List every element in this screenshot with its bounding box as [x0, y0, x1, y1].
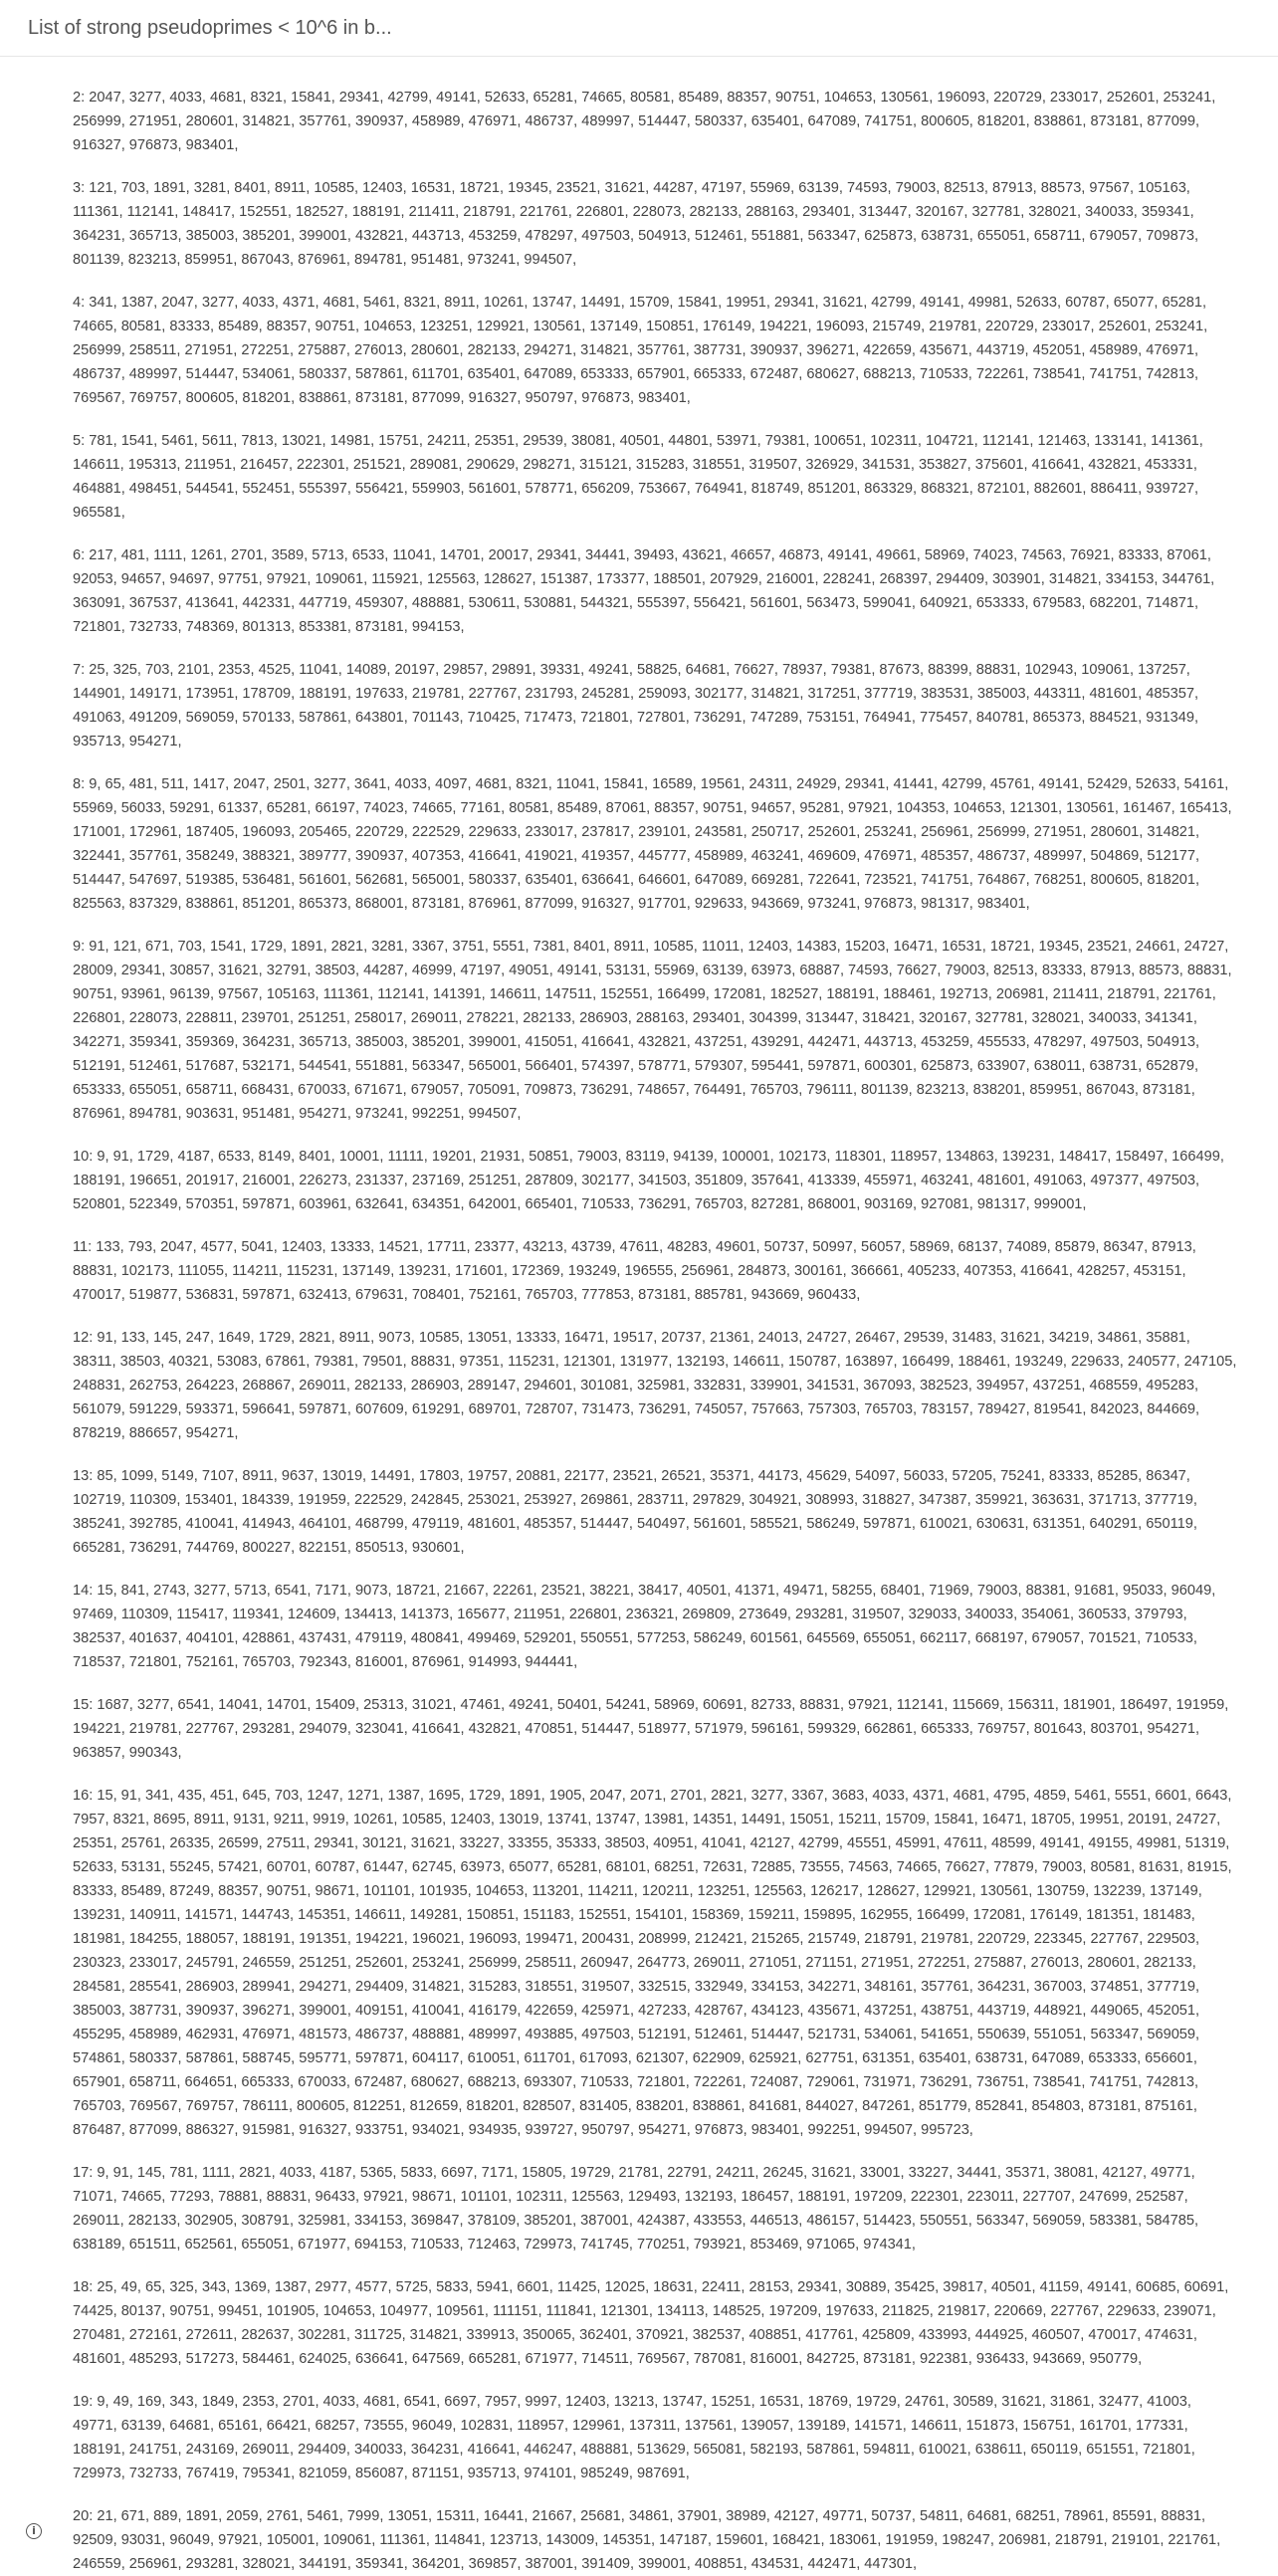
- separator: :: [89, 1583, 98, 1599]
- base-label: 9: [73, 939, 82, 955]
- base-entry: [73, 772, 1237, 916]
- separator: :: [81, 776, 90, 792]
- base-entry: [73, 86, 1237, 157]
- base-entry: [73, 291, 1237, 410]
- base-label: 6: [73, 547, 82, 563]
- base-label: 12: [73, 1330, 90, 1346]
- base-entry: [73, 429, 1237, 525]
- base-entry: [73, 1326, 1237, 1445]
- base-entry: [73, 1464, 1237, 1560]
- pseudoprime-values: 91, 121, 671, 703, 1541, 1729, 1891, 2821, 3281, 3367, 3751, 5551, 7381, 8401, 8911, 10585, 11011, 12403, 14383, 15203, 16471, 16531, 18721, 19345, 23521, 24661, 24727, 28009, 29341, 30857, 31621, 32791, 38503, 44287, 46999, 47197, 49051, 49141, 53131, 55969, 63139, 63973, 68887, 74593, 76627, 79003, 82513, 83333, 87913, 88573, 88831, 90751, 93961, 96139, 97567, 105163, 111361, 112141, 141391, 146611, 147511, 152551, 166499, 172081, 182527, 188191, 188461, 192713, 206981, 211411, 218791, 221761, 226801, 228073, 228811, 239701, 251251, 258017, 269011, 278221, 282133, 286903, 288163, 293401, 304399, 313447, 318421, 320167, 327781, 328021, 340033, 341341, 342271, 359341, 359369, 364231, 365713, 385003, 385201, 399001, 415051, 416641, 432821, 437251, 439291, 442471, 443713, 453259, 455533, 478297, 497503, 504913, 512191, 512461, 517687, 532171, 544541, 551881, 563347, 565001, 566401, 574397, 578771, 579307, 595441, 597871, 600301, 625873, 633907, 638011, 638731, 652879, 653333, 655051, 658711, 668431, 670033, 671671, 679057, 705091, 709873, 736291, 748657, 764491, 765703, 796111, 801139, 823213, 838201, 859951, 867043, 873181, 876961, 894781, 903631, 951481, 954271, 973241, 992251, 994507,: [73, 939, 1232, 1122]
- base-entry: [73, 176, 1237, 272]
- base-entry: [73, 1235, 1237, 1307]
- base-label: 18: [73, 2279, 90, 2295]
- pseudoprime-values: 21, 671, 889, 1891, 2059, 2761, 5461, 7999, 13051, 15311, 16441, 21667, 25681, 34861, 37901, 38989, 42127, 49771, 50737, 54811, 64681, 68251, 78961, 85591, 88831, 92509, 93031, 96049, 97921, 105001, 109061, 111361, 114841, 123713, 143009, 145351, 147187, 159601, 168421, 183061, 191959, 198247, 206981, 218791, 219101, 221761, 246559, 256961, 293281, 328021, 344191, 359341, 364201, 369857, 387001, 391409, 399001, 408851, 434531, 442471, 447301,: [73, 2508, 1221, 2572]
- separator: :: [81, 180, 90, 196]
- pseudoprime-values: 25, 325, 703, 2101, 2353, 4525, 11041, 14089, 20197, 29857, 29891, 39331, 49241, 58825, 64681, 76627, 78937, 79381, 87673, 88399, 88831, 102943, 109061, 137257, 144901, 149171, 173951, 178709, 188191, 197633, 219781, 227767, 231793, 245281, 259093, 302177, 314821, 317251, 377719, 383531, 385003, 443311, 481601, 485357, 491063, 491209, 569059, 570133, 587861, 643801, 701143, 710425, 717473, 721801, 727801, 736291, 747289, 753151, 764941, 775457, 840781, 865373, 884521, 931349, 935713, 954271,: [73, 662, 1199, 750]
- separator: :: [81, 939, 90, 955]
- base-label: 4: [73, 295, 82, 311]
- base-entry: [73, 658, 1237, 753]
- base-entry: [73, 1145, 1237, 1216]
- pseudoprime-values: 9, 65, 481, 511, 1417, 2047, 2501, 3277, 3641, 4033, 4097, 4681, 8321, 11041, 15841, 16589, 19561, 24311, 24929, 29341, 41441, 42799, 45761, 49141, 52429, 52633, 54161, 55969, 56033, 59291, 61337, 65281, 66197, 74023, 74665, 77161, 80581, 85489, 87061, 88357, 90751, 94657, 95281, 97921, 104353, 104653, 121301, 130561, 161467, 165413, 171001, 172961, 187405, 196093, 205465, 220729, 222529, 229633, 233017, 237817, 239101, 243581, 250717, 252601, 253241, 256961, 256999, 271951, 280601, 314821, 322441, 357761, 358249, 388321, 389777, 390937, 407353, 416641, 419021, 419357, 445777, 458989, 463241, 469609, 476971, 485357, 486737, 489997, 504869, 512177, 514447, 547697, 519385, 536481, 561601, 562681, 565001, 580337, 635401, 636641, 646601, 647089, 669281, 722641, 723521, 741751, 764867, 768251, 800605, 818201, 825563, 837329, 838861, 851201, 865373, 868001, 873181, 876961, 877099, 916327, 917701, 929633, 943669, 973241, 976873, 981317, 983401,: [73, 776, 1232, 912]
- base-label: 13: [73, 1468, 90, 1484]
- base-label: 17: [73, 2165, 90, 2181]
- separator: :: [89, 1330, 98, 1346]
- pseudoprime-values: 133, 793, 2047, 4577, 5041, 12403, 13333, 14521, 17711, 23377, 43213, 43739, 47611, 48283, 49601, 50737, 50997, 56057, 58969, 68137, 74089, 85879, 86347, 87913, 88831, 102173, 111055, 114211, 115231, 137149, 139231, 171601, 172369, 193249, 196555, 256961, 284873, 300161, 366661, 405233, 407353, 416641, 428257, 453151, 470017, 519877, 536831, 597871, 632413, 679631, 708401, 752161, 765703, 777853, 873181, 885781, 943669, 960433,: [73, 1239, 1196, 1303]
- pseudoprime-values: 217, 481, 1111, 1261, 2701, 3589, 5713, 6533, 11041, 14701, 20017, 29341, 34441, 39493, 43621, 46657, 46873, 49141, 49661, 58969, 74023, 74563, 76921, 83333, 87061, 92053, 94657, 94697, 97751, 97921, 109061, 115921, 125563, 128627, 151387, 173377, 188501, 207929, 216001, 228241, 268397, 294409, 303901, 314821, 334153, 344761, 363091, 367537, 413641, 442331, 447719, 459307, 488881, 530611, 530881, 544321, 555397, 556421, 561601, 563473, 599041, 640921, 653333, 679583, 682201, 714871, 721801, 732733, 748369, 801313, 853381, 873181, 994153,: [73, 547, 1215, 635]
- base-label: 10: [73, 1149, 90, 1165]
- pseudoprime-values: 91, 133, 145, 247, 1649, 1729, 2821, 8911, 9073, 10585, 13051, 13333, 16471, 19517, 20737, 21361, 24013, 24727, 26467, 29539, 31483, 31621, 34219, 34861, 35881, 38311, 38503, 40321, 53083, 67861, 79381, 79501, 88831, 97351, 115231, 121301, 131977, 132193, 146611, 150787, 163897, 166499, 188461, 193249, 229633, 240577, 247105, 248831, 262753, 264223, 268867, 269011, 282133, 286903, 289147, 294601, 301081, 325981, 332831, 339901, 341531, 367093, 382523, 394957, 437251, 468559, 495283, 561079, 591229, 593371, 596641, 597871, 607609, 619291, 689701, 728707, 731473, 736291, 745057, 757663, 757303, 765703, 783157, 789427, 819541, 842023, 844669, 878219, 886657, 954271,: [73, 1330, 1237, 1441]
- base-entry: [73, 2275, 1237, 2371]
- pseudoprime-values: 2047, 3277, 4033, 4681, 8321, 15841, 29341, 42799, 49141, 52633, 65281, 74665, 80581, 85489, 88357, 90751, 104653, 130561, 196093, 220729, 233017, 252601, 253241, 256999, 271951, 280601, 314821, 357761, 390937, 458989, 476971, 486737, 489997, 514447, 580337, 635401, 647089, 741751, 800605, 818201, 838861, 873181, 877099, 916327, 976873, 983401,: [73, 90, 1216, 153]
- separator: :: [81, 547, 90, 563]
- header-bar: [0, 0, 1278, 57]
- base-entry: [73, 1579, 1237, 1674]
- pseudoprime-values: 85, 1099, 5149, 7107, 8911, 9637, 13019, 14491, 17803, 19757, 20881, 22177, 23521, 26521, 35371, 44173, 45629, 54097, 56033, 57205, 75241, 83333, 85285, 86347, 102719, 110309, 153401, 184339, 191959, 222529, 242845, 253021, 253927, 269861, 283711, 297829, 304921, 308993, 318827, 347387, 359921, 363631, 371713, 377719, 385241, 392785, 410041, 414943, 464101, 468799, 479119, 481601, 485357, 514447, 540497, 561601, 585521, 586249, 597871, 610021, 630631, 631351, 640291, 650119, 665281, 736291, 744769, 800227, 822151, 850513, 930601,: [73, 1468, 1197, 1556]
- base-label: 8: [73, 776, 82, 792]
- separator: :: [89, 1788, 98, 1804]
- separator: :: [89, 1697, 98, 1713]
- pseudoprime-values: 121, 703, 1891, 3281, 8401, 8911, 10585, 12403, 16531, 18721, 19345, 23521, 31621, 44287, 47197, 55969, 63139, 74593, 79003, 82513, 87913, 88573, 97567, 105163, 111361, 112141, 148417, 152551, 182527, 188191, 211411, 218791, 221761, 226801, 228073, 282133, 288163, 293401, 313447, 320167, 327781, 328021, 340033, 359341, 364231, 365713, 385003, 385201, 399001, 432821, 443713, 453259, 478297, 497503, 504913, 512461, 551881, 563347, 625873, 638731, 655051, 658711, 679057, 709873, 801139, 823213, 859951, 867043, 876961, 894781, 951481, 973241, 994507,: [73, 180, 1199, 268]
- pseudoprime-values: 25, 49, 65, 325, 343, 1369, 1387, 2977, 4577, 5725, 5833, 5941, 6601, 11425, 12025, 18631, 22411, 28153, 29341, 30889, 35425, 39817, 40501, 41159, 49141, 60685, 60691, 74425, 80137, 90751, 99451, 101905, 104653, 104977, 109561, 111151, 111841, 121301, 134113, 148525, 197209, 197633, 211825, 219817, 220669, 227767, 229633, 239071, 270481, 272161, 272611, 282637, 302281, 311725, 314821, 339913, 350065, 362401, 370921, 382537, 408851, 417761, 425809, 433993, 444925, 460507, 470017, 474631, 481601, 485293, 517273, 584461, 624025, 636641, 647569, 665281, 671977, 714511, 769567, 787081, 816001, 842725, 873181, 922381, 936433, 943669, 950779,: [73, 2279, 1229, 2367]
- base-entry: [73, 2161, 1237, 2256]
- pseudoprime-values: 9, 49, 169, 343, 1849, 2353, 2701, 4033, 4681, 6541, 6697, 7957, 9997, 12403, 13213, 13747, 15251, 16531, 18769, 19729, 24761, 30589, 31621, 31861, 32477, 41003, 49771, 63139, 64681, 65161, 66421, 68257, 73555, 96049, 102831, 118957, 129961, 137311, 137561, 139057, 139189, 141571, 146611, 151873, 156751, 161701, 177331, 188191, 241751, 243169, 269011, 294409, 340033, 364231, 416641, 446247, 488881, 513629, 565081, 582193, 587861, 594811, 610021, 638611, 650119, 651551, 721801, 729973, 732733, 767419, 795341, 821059, 856087, 871151, 935713, 974101, 985249, 987691,: [73, 2394, 1195, 2481]
- pseudoprime-values: 15, 841, 2743, 3277, 5713, 6541, 7171, 9073, 18721, 21667, 22261, 23521, 38221, 38417, 40501, 41371, 49471, 58255, 68401, 71969, 79003, 88381, 91681, 95033, 96049, 97469, 110309, 115417, 119341, 124609, 134413, 141373, 165677, 211951, 226801, 236321, 269809, 273649, 293281, 319507, 329033, 340033, 354061, 360533, 379793, 382537, 401637, 404101, 428861, 437431, 479119, 480841, 499469, 529201, 550551, 577253, 586249, 601561, 645569, 655051, 662117, 668197, 679057, 701521, 710533, 718537, 721801, 752161, 765703, 792343, 816001, 876961, 914993, 944441,: [73, 1583, 1216, 1670]
- pseudoprime-values: 1687, 3277, 6541, 14041, 14701, 15409, 25313, 31021, 47461, 49241, 50401, 54241, 58969, 60691, 82733, 88831, 97921, 112141, 115669, 156311, 181901, 186497, 191959, 194221, 219781, 227767, 293281, 294079, 323041, 416641, 432821, 470851, 514447, 518977, 571979, 596161, 599329, 662861, 665333, 769757, 801643, 803701, 954271, 963857, 990343,: [73, 1697, 1229, 1761]
- separator: :: [89, 1149, 98, 1165]
- base-label: 11: [73, 1239, 89, 1255]
- base-entry: [73, 1784, 1237, 2142]
- base-entry: [73, 2390, 1237, 2485]
- base-label: 3: [73, 180, 82, 196]
- page-title: List of strong pseudoprimes < 10^6 in b...: [28, 16, 392, 39]
- separator: :: [81, 662, 90, 678]
- base-label: 2: [73, 90, 82, 106]
- pseudoprime-values: 9, 91, 145, 781, 1111, 2821, 4033, 4187, 5365, 5833, 6697, 7171, 15805, 19729, 21781, 22791, 24211, 26245, 31621, 33001, 33227, 34441, 35371, 38081, 42127, 49771, 71071, 74665, 77293, 78881, 88831, 96433, 97921, 98671, 101101, 102311, 125563, 129493, 132193, 186457, 188191, 197209, 222301, 223011, 227707, 247699, 252587, 269011, 282133, 302905, 308791, 325981, 334153, 369847, 378109, 385201, 387001, 424387, 433553, 446513, 486157, 514423, 550551, 563347, 569059, 583381, 584785, 638189, 651511, 652561, 655051, 671977, 694153, 710533, 712463, 729973, 741745, 770251, 793921, 853469, 971065, 974341,: [73, 2165, 1199, 2253]
- base-label: 7: [73, 662, 82, 678]
- separator: :: [89, 2279, 98, 2295]
- base-entry: [73, 543, 1237, 639]
- base-label: 14: [73, 1583, 90, 1599]
- separator: :: [89, 2508, 98, 2524]
- base-label: 20: [73, 2508, 90, 2524]
- pseudoprime-list: [73, 86, 1237, 2572]
- separator: :: [89, 1468, 98, 1484]
- separator: :: [81, 433, 90, 449]
- base-label: 15: [73, 1697, 90, 1713]
- pseudoprime-values: 781, 1541, 5461, 5611, 7813, 13021, 14981, 15751, 24211, 25351, 29539, 38081, 40501, 44801, 53971, 79381, 100651, 102311, 104721, 112141, 121463, 133141, 141361, 146611, 195313, 211951, 216457, 222301, 251521, 289081, 290629, 298271, 315121, 315283, 318551, 319507, 326929, 341531, 353827, 375601, 416641, 432821, 453331, 464881, 498451, 544541, 552451, 555397, 556421, 559903, 561601, 578771, 656209, 753667, 764941, 818749, 851201, 863329, 868321, 872101, 882601, 886411, 939727, 965581,: [73, 433, 1203, 521]
- base-label: 5: [73, 433, 82, 449]
- base-label: 16: [73, 1788, 90, 1804]
- separator: :: [88, 1239, 97, 1255]
- pseudoprime-values: 15, 91, 341, 435, 451, 645, 703, 1247, 1271, 1387, 1695, 1729, 1891, 1905, 2047, 2071, 2701, 2821, 3277, 3367, 3683, 4033, 4371, 4681, 4795, 4859, 5461, 5551, 6601, 6643, 7957, 8321, 8695, 8911, 9131, 9211, 9919, 10261, 10585, 12403, 13019, 13741, 13747, 13981, 14351, 14491, 15051, 15211, 15709, 15841, 16471, 18705, 19951, 20191, 24727, 25351, 25761, 26335, 26599, 27511, 29341, 30121, 31621, 33227, 33355, 35333, 38503, 40951, 41041, 42127, 42799, 45551, 45991, 47611, 48599, 49141, 49155, 49981, 51319, 52633, 53131, 55245, 57421, 60701, 60787, 61447, 62745, 63973, 65077, 65281, 68101, 68251, 72631, 72885, 73555, 74563, 74665, 76627, 77879, 79003, 80581, 81631, 81915, 83333, 85489, 87249, 88357, 90751, 98671, 101101, 101935, 104653, 113201, 114211, 120211, 123251, 125563, 126217, 128627, 129921, 130561, 130759, 132239, 137149, 139231, 140911, 141571, 144743, 145351, 146611, 149281, 150851, 151183, 152551, 154101, 158369, 159211, 159895, 162955, 166499, 172081, 176149, 181351, 181483, 181981, 184255, 188057, 188191, 191351, 194221, 196021, 196093, 199471, 200431, 208999, 212421, 215265, 215749, 218791, 219781, 220729, 223345, 227767, 229503, 230323, 233017, 245791, 246559, 251251, 252601, 253241, 256999, 258511, 260947, 264773, 269011, 271051, 271151, 271951, 272251, 275887, 276013, 280601, 282133, 284581, 285541, 286903, 289941, 294271, 294409, 314821, 315283, 318551, 319507, 332515, 332949, 334153, 342271, 348161, 357761, 364231, 367003, 374851, 377719, 385003, 387731, 390937, 396271, 399001, 409151, 410041, 416179, 422659, 425971, 427233, 428767, 434123, 435671, 437251, 438751, 443719, 448921, 449065, 452051, 455295, 458989, 462931, 476971, 481573, 486737, 488881, 489997, 493885, 497503, 512191, 512461, 514447, 521731, 534061, 541651, 550639, 551051, 563347, 569059, 574861, 580337, 587861, 588745, 595771, 597871, 604117, 610051, 611701, 617093, 621307, 622909, 625921, 627751, 631351, 635401, 638731, 647089, 653333, 656601, 657901, 658711, 664651, 665333, 670033, 672487, 680627, 688213, 693307, 710533, 721801, 722261, 724087, 729061, 731971, 736291, 736751, 738541, 741751, 742813, 765703, 769567, 769757, 786111, 800605, 812251, 812659, 818201, 828507, 831405, 838201, 838861, 841681, 844027, 847261, 851779, 852841, 854803, 873181, 875161, 876487, 877099, 886327, 915981, 916327, 933751, 934021, 934935, 939727, 950797, 954271, 976873, 983401, 992251, 994507, 995723,: [73, 1788, 1232, 2138]
- base-entry: [73, 935, 1237, 1126]
- separator: :: [89, 2165, 98, 2181]
- base-label: 19: [73, 2394, 90, 2410]
- separator: :: [81, 295, 90, 311]
- base-entry: [73, 1693, 1237, 1765]
- base-entry: [73, 2504, 1237, 2576]
- separator: :: [89, 2394, 98, 2410]
- pseudoprime-values: 9, 91, 1729, 4187, 6533, 8149, 8401, 10001, 11111, 19201, 21931, 50851, 79003, 83119, 94139, 100001, 102173, 118301, 118957, 134863, 139231, 148417, 158497, 166499, 188191, 196651, 201917, 216001, 226273, 231337, 237169, 251251, 287809, 302177, 341503, 351809, 357641, 413339, 455971, 463241, 481601, 491063, 497377, 497503, 520801, 522349, 570351, 597871, 603961, 632641, 634351, 642001, 665401, 710533, 736291, 765703, 827281, 868001, 903169, 927081, 981317, 999001,: [73, 1149, 1224, 1212]
- pseudoprime-values: 341, 1387, 2047, 3277, 4033, 4371, 4681, 5461, 8321, 8911, 10261, 13747, 14491, 15709, 15841, 19951, 29341, 31621, 42799, 49141, 49981, 52633, 60787, 65077, 65281, 74665, 80581, 83333, 85489, 88357, 90751, 104653, 123251, 129921, 130561, 137149, 150851, 176149, 194221, 196093, 215749, 219781, 220729, 233017, 252601, 253241, 256999, 258511, 271951, 272251, 275887, 276013, 280601, 282133, 294271, 314821, 357761, 387731, 390937, 396271, 422659, 435671, 443719, 452051, 458989, 476971, 486737, 489997, 514447, 534061, 580337, 587861, 611701, 635401, 647089, 653333, 657901, 665333, 672487, 680627, 688213, 710533, 722261, 738541, 741751, 742813, 769567, 769757, 800605, 818201, 838861, 873181, 877099, 916327, 950797, 976873, 983401,: [73, 295, 1208, 406]
- separator: :: [81, 90, 90, 106]
- info-icon[interactable]: i: [26, 2523, 42, 2539]
